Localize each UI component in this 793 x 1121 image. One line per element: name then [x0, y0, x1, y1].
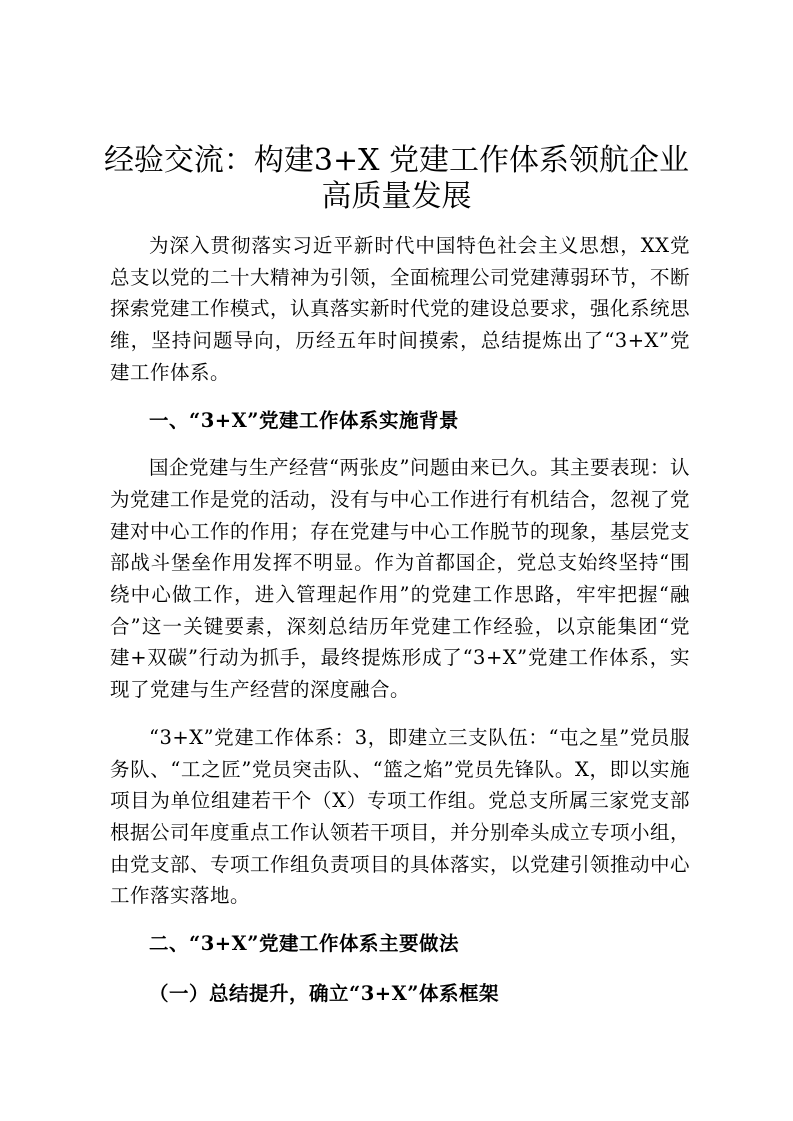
- intro-paragraph: 为深入贯彻落实习近平新时代中国特色社会主义思想，XX党总支以党的二十大精神为引领，全面梳理公司党建薄弱环节，不断探索党建工作模式，认真落实新时代党的建设总要求，强化系统思维，坚持问题导向，历经五年时间摸索，总结提炼出了“3+X”党建工作体系。: [110, 234, 691, 384]
- section-2-subheading-1: （一）总结提升，确立“3+X”体系框架: [149, 981, 499, 1005]
- document-title-line-1: 经验交流：构建3+X 党建工作体系领航企业: [103, 143, 690, 178]
- section-2-heading: 二、“3+X”党建工作体系主要做法: [149, 932, 459, 956]
- document-body: [110, 230, 690, 1009]
- section-1-heading: 一、“3+X”党建工作体系实施背景: [149, 408, 459, 432]
- document-title-line-2: 高质量发展: [321, 179, 472, 214]
- spacer: [110, 912, 690, 928]
- spacer: [110, 436, 690, 452]
- spacer: [110, 706, 690, 722]
- section-1-paragraph-1: 国企党建与生产经营“两张皮”问题由来已久。其主要表现：认为党建工作是党的活动，没有与中心工作进行有机结合，忽视了党建对中心工作的作用；存在党建与中心工作脱节的现象，基层党支部战斗堡垒作用发挥不明显。作为首都国企，党总支始终坚持“围绕中心做工作，进入管理起作用”的党建工作思路，牢牢把握“融合”这一关键要素，深刻总结历年党建工作经验，以京能集团“党建+双碳”行动为抓手，最终提炼形成了“3+X”党建工作体系，实现了党建与生产经营的深度融合。: [110, 456, 691, 702]
- section-1-paragraph-2: “3+X”党建工作体系：3，即建立三支队伍：“屯之星”党员服务队、“工之匠”党员突击队、“篮之焰”党员先锋队。X，即以实施项目为单位组建若干个（X）专项工作组。党总支所属三家党支部根据公司年度重点工作认领若干项目，并分别牵头成立专项小组，由党支部、专项工作组负责项目的具体落实，以党建引领推动中心工作落实落地。: [110, 725, 691, 908]
- spacer: [110, 960, 690, 978]
- spacer: [110, 389, 690, 405]
